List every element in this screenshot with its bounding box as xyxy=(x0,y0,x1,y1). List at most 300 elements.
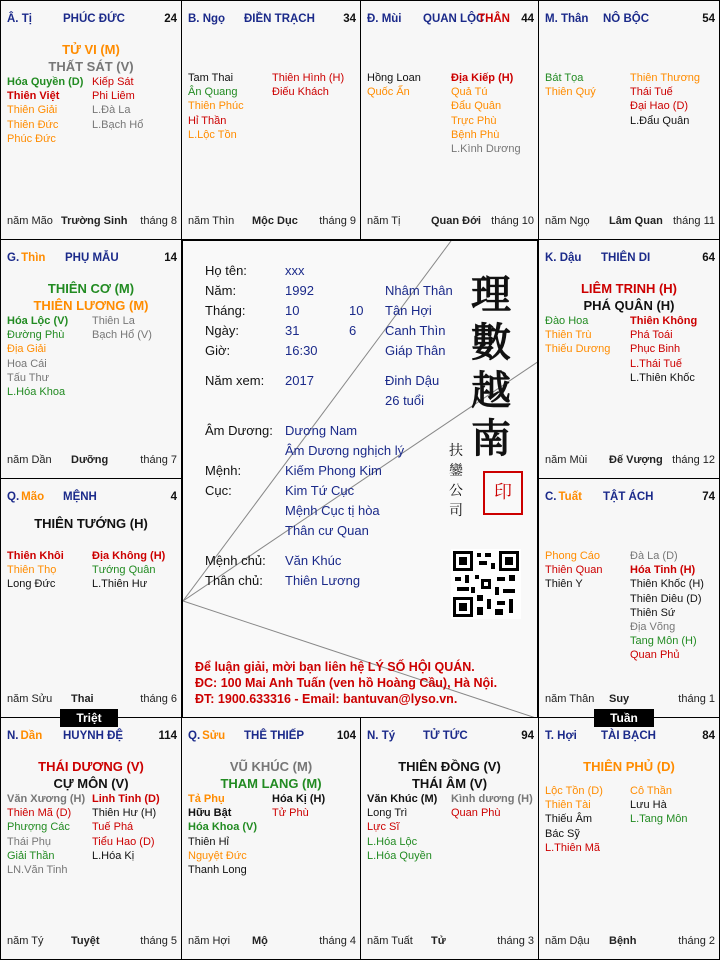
star-item: Tuế Phá xyxy=(92,821,134,834)
star-item: Hồng Loan xyxy=(367,72,421,84)
star-item: Ân Quang xyxy=(188,86,238,99)
calligraphy-logo xyxy=(469,271,517,463)
star-item: Lực Sĩ xyxy=(367,821,400,834)
palace-name: TÀI BẠCH xyxy=(601,730,656,742)
left-star-list xyxy=(188,792,257,877)
limit-month: tháng 10 xyxy=(491,215,534,227)
palace-number: 54 xyxy=(702,13,715,25)
branch-element: Tuất xyxy=(558,491,582,503)
palace-header xyxy=(7,252,177,268)
star-item: L.Thiên Mã xyxy=(545,841,601,854)
star-item: Nguyệt Đức xyxy=(188,849,247,862)
limit-year: năm Tý xyxy=(7,935,44,947)
main-star: VŨ KHÚC (M) xyxy=(229,759,313,774)
limit-year: năm Dậu xyxy=(545,935,590,947)
palace-branch xyxy=(7,491,44,503)
palace-footer xyxy=(7,215,177,229)
star-item: Thiên Diêu (D) xyxy=(630,592,702,605)
star-item: Thanh Long xyxy=(188,864,247,877)
palace-cell xyxy=(538,717,720,960)
limit-year: năm Hợi xyxy=(188,935,231,947)
palace-name: HUYNH ĐỆ xyxy=(63,730,124,742)
menh-chu-value: Văn Khúc xyxy=(285,553,342,568)
branch-label: Q. xyxy=(7,491,20,503)
cuc-relation: Mệnh Cục tị hòa xyxy=(285,503,380,518)
palace-branch xyxy=(7,730,42,742)
than-position: Thân cư Quan xyxy=(285,523,369,538)
right-star-list xyxy=(92,75,143,132)
limit-month: tháng 2 xyxy=(678,935,715,947)
palace-number: 34 xyxy=(343,13,356,25)
star-item: Thiên Mã (D) xyxy=(7,807,72,820)
star-item: Bệnh Phù xyxy=(451,128,500,141)
star-item: Địa Không (H) xyxy=(92,550,166,562)
branch-label: N. xyxy=(7,730,19,742)
star-item: Thiếu Dương xyxy=(545,343,611,356)
star-item: L.Thiên Khốc xyxy=(630,371,695,384)
star-item: Bát Tọa xyxy=(545,72,584,84)
star-item: Hữu Bật xyxy=(188,807,232,820)
star-item: Long Đức xyxy=(7,578,56,591)
branch-label: B. Ngọ xyxy=(188,13,226,25)
main-stars xyxy=(1,758,181,792)
life-stage: Trường Sinh xyxy=(61,215,128,227)
month-lunar: 10 xyxy=(349,303,364,318)
palace-footer xyxy=(7,693,177,707)
limit-year: năm Thìn xyxy=(188,215,235,227)
hour-canchi: Giáp Thân xyxy=(385,343,446,358)
destiny-label: Mệnh: xyxy=(205,463,242,478)
palace-footer xyxy=(545,215,715,229)
palace-branch xyxy=(545,730,577,742)
right-star-list xyxy=(630,784,687,827)
palace-header xyxy=(545,13,715,29)
star-item: Quan Phù xyxy=(451,807,501,820)
star-item: Hóa Kị (H) xyxy=(272,793,326,805)
star-item: Phi Liêm xyxy=(92,90,135,103)
palace-cell xyxy=(360,0,539,240)
main-star: CỰ MÔN (V) xyxy=(53,776,129,791)
main-star: THÁI DƯƠNG (V) xyxy=(38,759,144,774)
palace-number: 104 xyxy=(336,730,356,742)
cuc-value: Kim Tứ Cục xyxy=(285,483,355,498)
star-item: Thái Tuế xyxy=(630,86,673,99)
star-item: Thiên Hình (H) xyxy=(272,72,345,84)
limit-month: tháng 9 xyxy=(319,215,356,227)
life-stage: Mộ xyxy=(252,935,268,947)
palace-header xyxy=(545,252,715,268)
star-item: Thiên Thương xyxy=(630,72,701,84)
limit-month: tháng 12 xyxy=(672,454,715,466)
left-star-list xyxy=(7,792,85,877)
star-item: Lộc Tồn (D) xyxy=(545,785,603,797)
star-item: Trực Phù xyxy=(451,114,497,127)
star-item: Thiên Việt xyxy=(7,90,60,103)
branch-element: Dần xyxy=(20,730,43,742)
star-item: Cô Thần xyxy=(630,785,672,797)
palace-header xyxy=(7,13,177,29)
star-item: Tấu Thư xyxy=(7,371,50,384)
palace-header xyxy=(545,730,715,746)
day-value: 31 xyxy=(285,323,300,338)
palace-branch xyxy=(188,13,225,25)
star-item: Tang Môn (H) xyxy=(630,635,697,648)
limit-month: tháng 7 xyxy=(140,454,177,466)
hour-label: Giờ: xyxy=(205,343,231,358)
life-stage: Quan Đới xyxy=(431,215,481,227)
right-star-list xyxy=(451,71,521,156)
star-item: Tả Phụ xyxy=(188,793,225,805)
life-stage: Dưỡng xyxy=(71,454,109,466)
main-star: THIÊN PHỦ (D) xyxy=(583,759,675,774)
star-item: Đại Hao (D) xyxy=(630,100,689,113)
main-star: PHÁ QUÂN (H) xyxy=(583,298,675,313)
main-stars xyxy=(539,758,719,775)
right-star-list xyxy=(630,314,697,385)
star-item: Tiểu Hao (D) xyxy=(92,835,155,848)
day-canchi: Canh Thìn xyxy=(385,323,446,338)
left-star-list xyxy=(545,549,602,592)
star-item: Quốc Ấn xyxy=(367,86,410,99)
star-item: Thiên Trù xyxy=(545,329,592,342)
than-badge: THÂN xyxy=(478,13,510,25)
star-item: Thiên Đức xyxy=(7,118,59,131)
calligraphy-text: 理數越南 xyxy=(471,271,511,462)
limit-month: tháng 8 xyxy=(140,215,177,227)
palace-header xyxy=(7,730,177,746)
star-item: Thiên Khôi xyxy=(7,550,64,562)
palace-cell xyxy=(538,239,720,479)
star-item: L.Lộc Tồn xyxy=(188,128,237,141)
star-item: L.Hóa Quyền xyxy=(367,849,432,862)
palace-name: THÊ THIẾP xyxy=(244,730,305,742)
palace-number: 64 xyxy=(702,252,715,264)
star-item: Hoa Cái xyxy=(7,357,47,370)
branch-label: N. Tý xyxy=(367,730,396,742)
left-star-list xyxy=(7,75,83,146)
palace-cell xyxy=(538,478,720,718)
palace-name: PHỤ MẪU xyxy=(65,252,119,264)
palace-number: 4 xyxy=(170,491,177,503)
star-item: Phong Cáo xyxy=(545,550,601,562)
year-canchi: Nhâm Thân xyxy=(385,283,453,298)
palace-footer xyxy=(367,935,534,949)
life-stage: Thai xyxy=(71,693,94,705)
star-item: Đào Hoa xyxy=(545,315,589,327)
left-star-list xyxy=(545,784,603,855)
star-item: Điếu Khách xyxy=(272,86,329,99)
main-star: THẤT SÁT (V) xyxy=(48,59,134,74)
star-item: Hóa Quyền (D) xyxy=(7,76,84,88)
branch-label: Đ. Mùi xyxy=(367,13,402,25)
name-label: Họ tên: xyxy=(205,263,247,278)
palace-header xyxy=(367,13,534,29)
limit-month: tháng 4 xyxy=(319,935,356,947)
star-item: Linh Tinh (D) xyxy=(92,793,160,805)
main-stars xyxy=(182,758,360,792)
limit-year: năm Ngọ xyxy=(545,215,590,227)
palace-cell xyxy=(538,0,720,240)
star-item: L.Thiên Hư xyxy=(92,578,148,591)
star-item: Phượng Các xyxy=(7,821,70,834)
star-item: Địa Võng xyxy=(630,621,676,634)
main-star: THÁI ÂM (V) xyxy=(411,776,488,791)
palace-number: 114 xyxy=(158,730,177,742)
main-stars xyxy=(1,280,181,314)
palace-name: MỆNH xyxy=(63,491,97,503)
palace-number: 84 xyxy=(702,730,715,742)
tuan-marker: Tuần xyxy=(594,709,654,727)
branch-label: C. xyxy=(545,491,557,503)
palace-name: THIÊN DI xyxy=(601,252,651,264)
palace-header xyxy=(545,491,715,507)
palace-name: TỬ TỨC xyxy=(423,730,468,742)
star-item: Thiếu Âm xyxy=(545,813,593,826)
star-item: L.Hóa Kị xyxy=(92,849,135,862)
limit-month: tháng 6 xyxy=(140,693,177,705)
red-seal-icon: 印 xyxy=(483,471,523,515)
palace-branch xyxy=(367,13,402,25)
right-star-list xyxy=(92,792,160,863)
limit-year: năm Dần xyxy=(7,454,52,466)
star-item: Bạch Hổ (V) xyxy=(92,329,152,342)
palace-number: 44 xyxy=(521,13,534,25)
branch-label: T. Hợi xyxy=(545,730,577,742)
star-item: L.Thái Tuế xyxy=(630,357,682,370)
star-item: Tướng Quân xyxy=(92,564,156,577)
day-lunar: 6 xyxy=(349,323,357,338)
palace-header xyxy=(7,491,177,507)
branch-element: Mão xyxy=(21,491,45,503)
star-item: L.Hóa Lộc xyxy=(367,835,418,848)
star-item: Quan Phủ xyxy=(630,649,680,662)
palace-footer xyxy=(188,935,356,949)
contact-line-1: Để luận giải, mời bạn liên hệ LÝ SỐ HỘI QUÁN. xyxy=(195,660,475,674)
branch-element: Sửu xyxy=(202,730,226,742)
main-star: THIÊN LƯƠNG (M) xyxy=(33,298,149,313)
star-item: Địa Giải xyxy=(7,343,47,356)
life-stage: Lâm Quan xyxy=(609,215,663,227)
limit-year: năm Tị xyxy=(367,215,401,227)
palace-footer xyxy=(545,693,715,707)
star-item: Thiên Khốc (H) xyxy=(630,578,704,591)
contact-phone-email[interactable]: ĐT: 1900.633316 - Email: bantuvan@lyso.vn. xyxy=(195,692,458,706)
main-star: LIÊM TRINH (H) xyxy=(580,281,678,296)
branch-label: Â. Tị xyxy=(7,13,32,25)
star-item: Đẩu Quân xyxy=(451,100,502,113)
palace-branch xyxy=(367,730,395,742)
star-item: L.Tang Môn xyxy=(630,813,688,826)
name-value: xxx xyxy=(285,263,305,278)
life-stage: Suy xyxy=(609,693,630,705)
right-star-list xyxy=(92,549,165,592)
palace-cell xyxy=(181,0,361,240)
palace-header xyxy=(367,730,534,746)
star-item: Tử Phù xyxy=(272,807,309,820)
view-year-value: 2017 xyxy=(285,373,314,388)
palace-header xyxy=(188,730,356,746)
limit-year: năm Mùi xyxy=(545,454,588,466)
star-item: Phúc Đức xyxy=(7,132,56,145)
star-item: L.Kình Dương xyxy=(451,143,521,156)
palace-number: 94 xyxy=(521,730,534,742)
day-label: Ngày: xyxy=(205,323,239,338)
branch-label: M. Thân xyxy=(545,13,589,25)
branch-label: Q. xyxy=(188,730,201,742)
life-stage: Tuyệt xyxy=(71,935,100,947)
star-item: Hóa Tinh (H) xyxy=(630,564,696,577)
than-chu-label: Thân chủ: xyxy=(205,573,263,588)
star-item: Thiên Quan xyxy=(545,564,603,577)
palace-branch xyxy=(7,13,32,25)
left-star-list xyxy=(7,314,68,399)
main-stars xyxy=(1,515,181,532)
palace-footer xyxy=(7,454,177,468)
destiny-value: Kiếm Phong Kim xyxy=(285,463,382,478)
right-star-list xyxy=(272,71,344,99)
left-star-list xyxy=(545,314,610,357)
palace-name: TẬT ÁCH xyxy=(603,491,654,503)
life-stage: Mộc Dục xyxy=(252,215,298,227)
palace-footer xyxy=(545,935,715,949)
palace-cell xyxy=(0,717,182,960)
main-star: THIÊN ĐỒNG (V) xyxy=(398,759,501,774)
seal-side-text: 扶鑾公司 xyxy=(449,443,463,519)
star-item: Thiên La xyxy=(92,315,135,327)
palace-name: PHÚC ĐỨC xyxy=(63,13,125,25)
right-star-list xyxy=(451,792,533,820)
star-item: Kình dương (H) xyxy=(451,793,533,805)
cuc-label: Cục: xyxy=(205,483,232,498)
hour-value: 16:30 xyxy=(285,343,318,358)
month-label: Tháng: xyxy=(205,303,246,318)
star-item: L.Bạch Hổ xyxy=(92,118,144,131)
view-year-label: Năm xem: xyxy=(205,373,265,388)
yinyang-note: Âm Dương nghịch lý xyxy=(285,443,405,458)
palace-number: 74 xyxy=(702,491,715,503)
star-item: Phá Toái xyxy=(630,329,673,342)
branch-label: K. Dậu xyxy=(545,252,582,264)
palace-header xyxy=(188,13,356,29)
palace-number: 14 xyxy=(164,252,177,264)
star-item: Thái Phụ xyxy=(7,835,52,848)
star-item: Long Trì xyxy=(367,807,408,820)
palace-cell xyxy=(0,478,182,718)
branch-element: Thìn xyxy=(21,252,46,264)
palace-footer xyxy=(367,215,534,229)
palace-number: 24 xyxy=(164,13,177,25)
limit-year: năm Thân xyxy=(545,693,595,705)
main-stars xyxy=(539,280,719,314)
view-year-canchi: Đinh Dậu xyxy=(385,373,440,388)
triet-marker: Triệt xyxy=(60,709,118,727)
palace-branch xyxy=(188,730,225,742)
life-stage: Đế Vượng xyxy=(609,454,663,466)
star-item: L.Hóa Khoa xyxy=(7,386,66,399)
star-item: Thiên Hư (H) xyxy=(92,807,157,820)
star-item: Hỉ Thần xyxy=(188,114,227,127)
star-item: Thiên Phúc xyxy=(188,100,244,113)
left-star-list xyxy=(545,71,596,99)
star-item: Hóa Lộc (V) xyxy=(7,315,69,327)
palace-name: NÔ BỘC xyxy=(603,13,649,25)
left-star-list xyxy=(367,792,437,863)
limit-month: tháng 5 xyxy=(140,935,177,947)
menh-chu-label: Mệnh chủ: xyxy=(205,553,266,568)
month-value: 10 xyxy=(285,303,300,318)
star-item: Địa Kiếp (H) xyxy=(451,72,514,84)
left-star-list xyxy=(188,71,244,142)
branch-label: G. xyxy=(7,252,20,264)
limit-month: tháng 11 xyxy=(672,215,715,227)
palace-branch xyxy=(545,491,582,503)
qr-code-icon[interactable] xyxy=(451,549,521,619)
life-stage: Bệnh xyxy=(609,935,637,947)
age-value: 26 tuổi xyxy=(385,393,425,408)
star-item: L.Đà La xyxy=(92,104,131,117)
right-star-list xyxy=(630,549,704,663)
star-item: Đường Phù xyxy=(7,329,65,342)
star-item: LN.Văn Tinh xyxy=(7,864,68,877)
limit-month: tháng 3 xyxy=(497,935,534,947)
limit-year: năm Sửu xyxy=(7,693,53,705)
main-star: TỬ VI (M) xyxy=(62,42,120,57)
yinyang-label: Âm Dương: xyxy=(205,423,273,438)
star-item: Thiên Hỉ xyxy=(188,835,229,848)
limit-year: năm Tuất xyxy=(367,935,413,947)
star-item: Hóa Khoa (V) xyxy=(188,821,258,834)
palace-cell xyxy=(181,717,361,960)
star-item: Tam Thai xyxy=(188,72,234,84)
palace-cell xyxy=(360,717,539,960)
year-value: 1992 xyxy=(285,283,314,298)
right-star-list xyxy=(272,792,325,820)
main-star: THAM LANG (M) xyxy=(220,776,322,791)
limit-year: năm Mão xyxy=(7,215,53,227)
main-stars xyxy=(361,758,538,792)
star-item: Thiên Giải xyxy=(7,104,58,117)
palace-branch xyxy=(7,252,45,264)
palace-branch xyxy=(545,13,588,25)
year-label: Năm: xyxy=(205,283,237,298)
star-item: Thiên Tài xyxy=(545,799,591,812)
palace-name: QUAN LỘC xyxy=(423,13,485,25)
right-star-list xyxy=(630,71,700,128)
palace-name: ĐIỀN TRẠCH xyxy=(244,13,315,25)
star-item: Bác Sỹ xyxy=(545,827,580,840)
star-item: Văn Xương (H) xyxy=(7,793,86,805)
palace-footer xyxy=(188,215,356,229)
star-item: Thiên Không xyxy=(630,315,698,327)
main-stars xyxy=(1,41,181,75)
star-item: Giải Thần xyxy=(7,849,55,862)
star-item: Thiên Sứ xyxy=(630,606,676,619)
palace-footer xyxy=(545,454,715,468)
star-item: Thiên Quý xyxy=(545,86,596,99)
center-info-panel xyxy=(182,240,538,718)
left-star-list xyxy=(7,549,64,592)
star-item: Văn Khúc (M) xyxy=(367,793,438,805)
star-item: Thiên Thọ xyxy=(7,564,57,577)
contact-address: ĐC: 100 Mai Anh Tuấn (ven hồ Hoàng Cầu), Hà Nội. xyxy=(195,676,498,690)
star-item: Quả Tú xyxy=(451,86,488,99)
limit-month: tháng 1 xyxy=(678,693,715,705)
star-item: Đà La (D) xyxy=(630,550,678,562)
main-star: THIÊN CƠ (M) xyxy=(47,281,135,296)
main-star: THIÊN TƯỚNG (H) xyxy=(34,516,148,531)
palace-cell xyxy=(0,239,182,479)
month-canchi: Tân Hợi xyxy=(385,303,432,318)
